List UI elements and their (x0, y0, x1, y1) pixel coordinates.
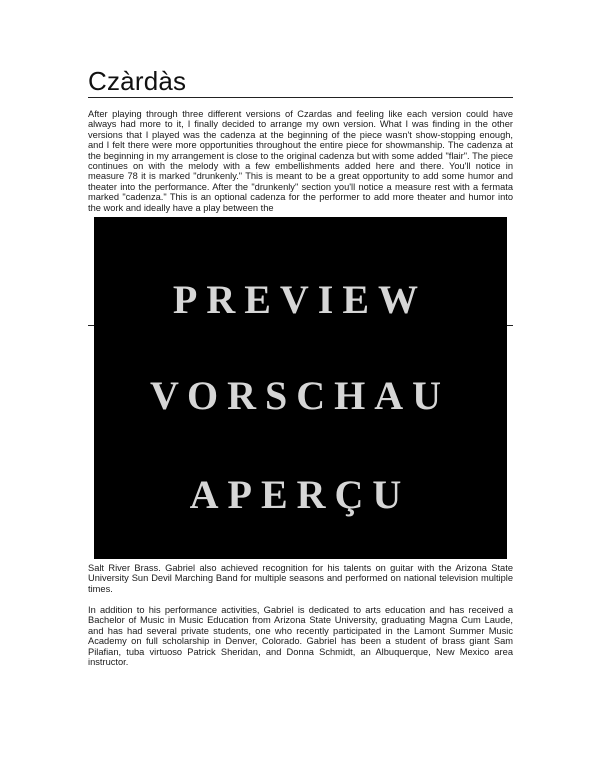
watermark-line-vorschau: VORSCHAU (149, 373, 451, 418)
body-paragraph-education: In addition to his performance activities, Gabriel is dedicated to arts education and has received a Bachelor of Music in Music Education from Arizona State University, graduating Magna Cum Laude, and has had several private students, one who recently participated in the Lamont Summer Music Academy on full scholarship in Denver, Colorado. Gabriel has been a student of brass giant Sam Pilafian, tuba virtuoso Patrick Sheridan, and Donna Schmidt, an Albuquerque, New Mexico area instructor. (88, 605, 513, 668)
body-paragraph-intro: After playing through three different versions of Czardas and feeling like each version could have always had more to it, I finally decided to arrange my own version. What I was finding in the other versions that I played was the cadenza at the beginning of the piece wasn't show-stopping enough, and I felt there were more opportunities throughout the entire piece for showmanship. The cadenza at the beginning in my arrangement is close to the original cadenza but with some added "flair". The piece continues on with the melody with a few embellishments added here and there. You'll notice in measure 78 it is marked "drunkenly." This is meant to be a great opportunity to add some humor and theater into the performance. After the "drunkenly" section you'll notice a measure rest with a fermata marked "cadenza." This is an optional cadenza for the performer to add more theater and humor into the work and ideally have a play between the (88, 109, 513, 213)
title-divider (88, 97, 513, 98)
watermark-line-apercu: APERÇU (189, 472, 411, 517)
section-divider-right (507, 325, 513, 326)
page-title: Czàrdàs (88, 66, 187, 96)
body-paragraph-bio: Salt River Brass. Gabriel also achieved recognition for his talents on guitar with the Arizona State University Sun Devil Marching Band for multiple seasons and performed on national television multiple times. (88, 563, 513, 594)
watermark-line-preview: PREVIEW (172, 277, 428, 322)
